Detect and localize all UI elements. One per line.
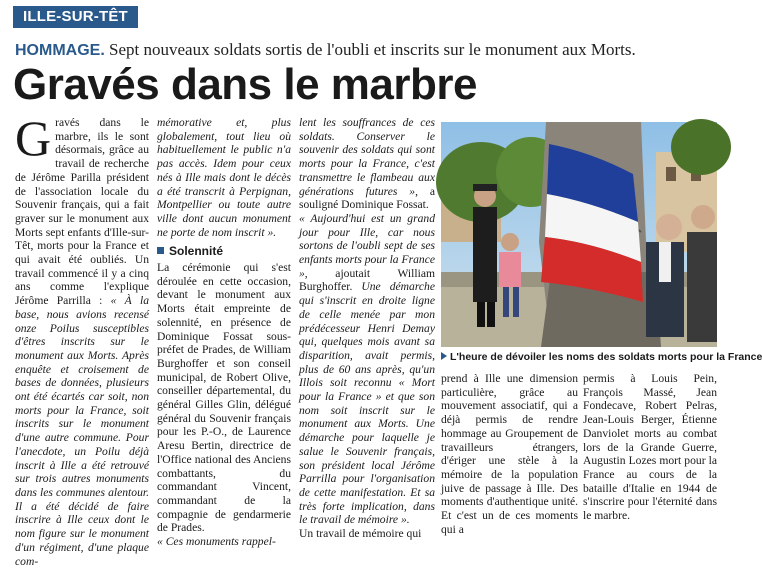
article-column-3 — [299, 116, 435, 541]
article-column-1 — [15, 110, 149, 568]
paragraph — [15, 110, 149, 568]
paragraph: La cérémonie qui s'est déroulée en cette occasion, devant le monument aux Morts était empreinte de solennité, en présence de Dominique Fossat sous-préfet de Prades, de William Burghoffer et son conseil municipal, de Robert Olive, conseiller départemental, du général Gilles Glin, délégué général du Souvenir français pour les P.-O., de Laurence Aresu Bertin, directrice de l'Office national des Anciens combattants, du commandant Vincent, commandant de la compagnie de gendarmerie de Prades. — [157, 261, 291, 535]
paragraph: Un travail de mémoire qui — [299, 527, 422, 541]
paragraph-text: , ajoutait William Burghoffer. — [299, 266, 435, 294]
section-tag: ILLE-SUR-TÊT — [13, 6, 138, 28]
drop-cap: G — [15, 110, 52, 166]
caption-text: L'heure de dévoiler les noms des soldats morts pour la France — [450, 351, 762, 363]
article-column-5 — [583, 372, 717, 523]
headline: Gravés dans le marbre — [13, 60, 477, 109]
quote-text: « À la base, nous avions recensé onze Poilus susceptibles d'êtres inscrits sur le monument aux Morts. Après enquête et croisement de bases de données, plusieurs ont été écartés car soit, non morts pour la France, soit inscrits sur le monument d'une autre commune. Pour l'anecdote, un Poilu déjà inscrit à Ille a été retrouvé sur trois autres monuments dans les communes alentour. Il a été décidé de faire inscrire à Ille ceux dont le nom figure sur le monument d'un régiment, d'une plaque com- — [15, 294, 149, 568]
quote-text: mémorative et, plus globalement, tout lieu où habituellement le public n'a pas accès. Idem pour ceux nés à Ille mais dont le décès a été transcrit à Perpignan, Montpellier ou toute autre ville dont aucun monument ne porte de nom inscrit ». — [157, 116, 291, 239]
kicker: HOMMAGE. — [15, 42, 105, 59]
paragraph-text: ravés dans le marbre, ils le sont désormais, grâce au travail de recherche de Jérôme Parilla président de l'association locale du Souvenir français, qui a fait graver sur le monument aux Morts sept enfants d'Ille-sur-Têt, morts pour la France et qui avait été oubliés. Un travail commencé il y a cinq ans comme l'explique Jérôme Parrilla : — [15, 116, 149, 308]
caption-triangle-icon — [441, 352, 447, 360]
subheading-text: Solennité — [169, 244, 224, 259]
paragraph-text: , a souligné Dominique Fossat. — [299, 184, 435, 212]
paragraph: prend à Ille une dimension particulière, grâce au mouvement associatif, qui a déjà permis de rendre hommage au Groupement de travailleurs étrangers, d'ériger une stèle à la mémoire de la population juive de passage à Ille. Des moments d'authentique unité. Et c'est un de ces moments qui a — [441, 372, 578, 536]
paragraph — [157, 535, 291, 549]
subtitle: Sept nouveaux soldats sortis de l'oubli et inscrits sur le monument aux Morts. — [104, 40, 636, 59]
ceremony-photo — [441, 122, 717, 347]
paragraph — [299, 212, 435, 527]
quote-text: « Ces monuments rappel- — [157, 535, 276, 549]
quote-text: Une démarche qui s'inscrit en droite ligne de celle menée par mon prédécesseur Henri Demay qui, quelques mois avant sa disparition, avait permis, plus de 60 ans après, qu'un Illois soit reconnu « Mort pour la France » et que son nom soit inscrit sur le monument aux Morts. Une démarche pour laquelle je salue le Souvenir français, son président local Jérôme Parrilla pour l'organisation de cette manifestation. Et sa très forte implication, dans le travail de mémoire ». — [299, 280, 435, 527]
quote-text: lent les souffrances de ces soldats. Conserver le souvenir des soldats qui sont morts pour la France, c'est transmettre le flambeau aux générations futures » — [299, 116, 435, 198]
subheading — [157, 245, 291, 259]
article-column-4 — [441, 372, 578, 536]
square-bullet-icon — [157, 247, 164, 254]
photo-illustration — [441, 122, 717, 347]
paragraph: permis à Louis Pein, François Massé, Jean Fondecave, Robert Pelras, Jean-Louis Berger, Étienne Danviolet morts au combat lors de la Grande Guerre, Augustin Lozes mort pour la France au cours de la bataille d'Italie en 1944 de s'inscrire pour l'éternité dans le marbre. — [583, 372, 717, 523]
article-column-2 — [157, 116, 291, 549]
paragraph — [157, 116, 291, 239]
quote-text: « Aujourd'hui est un grand jour pour Ille, car nous sortons de l'oubli sept de ses enfants morts pour la France » — [299, 211, 435, 280]
subtitle-line — [15, 40, 715, 61]
paragraph — [299, 116, 435, 212]
photo-caption — [441, 348, 762, 366]
